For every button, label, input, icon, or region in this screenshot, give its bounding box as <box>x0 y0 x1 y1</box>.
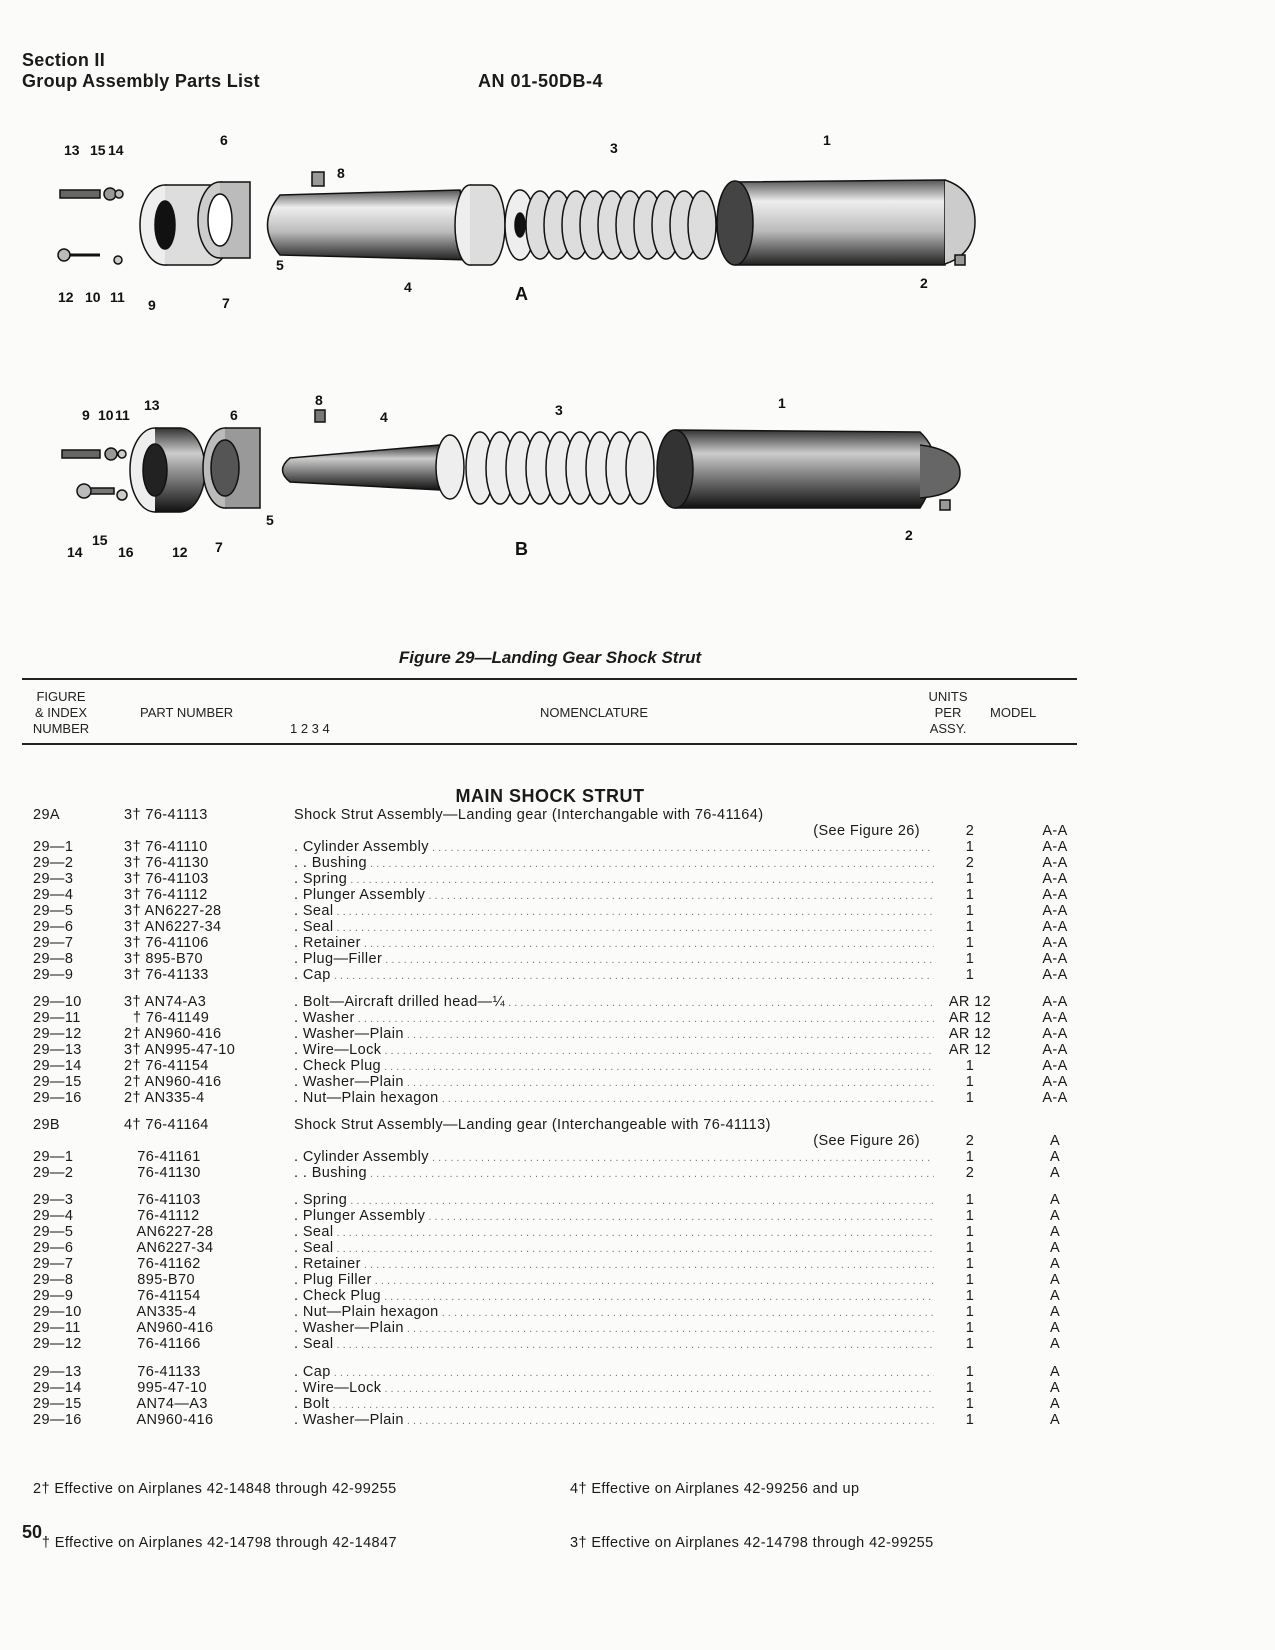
part-number: AN6227-28 <box>124 1224 214 1240</box>
figure-index: 29—1 <box>33 1149 74 1165</box>
figure-index: 29—11 <box>33 1010 81 1026</box>
units-per-assembly: 2 <box>965 823 975 839</box>
nomenclature <box>294 1165 934 1183</box>
units-per-assembly: 1 <box>965 1288 975 1304</box>
units-per-assembly: 1 <box>965 1208 975 1224</box>
figure-index: 29—7 <box>33 1256 74 1272</box>
nomenclature-text: . Washer—Plain . . . <box>294 1074 934 1090</box>
figure-index: 29—11 <box>33 1320 81 1336</box>
part-number: 2† AN335-4 <box>124 1090 205 1106</box>
svg-text:4: 4 <box>404 279 412 295</box>
nomenclature-text: . Cylinder Assembly . . . <box>294 839 934 855</box>
figure-index: 29—15 <box>33 1074 82 1090</box>
units-per-assembly: 1 <box>965 1256 975 1272</box>
part-number: 76-41161 <box>124 1149 201 1165</box>
table-row <box>0 1074 1100 1091</box>
model: A-A <box>1042 967 1068 983</box>
figure-index: 29—14 <box>33 1380 82 1396</box>
table-row <box>0 1336 1100 1353</box>
nomenclature-text: . Seal . . . <box>294 919 934 935</box>
figure-caption: Figure 29—Landing Gear Shock Strut <box>398 648 702 667</box>
part-number: AN74—A3 <box>124 1396 208 1412</box>
svg-text:A: A <box>515 284 528 304</box>
nomenclature-text: . Seal . . . <box>294 1224 934 1240</box>
model: A-A <box>1042 887 1068 903</box>
part-number: 3† AN995-47-10 <box>124 1042 236 1058</box>
svg-text:5: 5 <box>276 257 284 273</box>
nomenclature-text: . Seal . . . <box>294 903 934 919</box>
figure-index: 29—13 <box>33 1042 82 1058</box>
footnotes-left <box>33 1444 397 1570</box>
footnote: 2† Effective on Airplanes 42-14848 through 42-99255 <box>33 1481 397 1497</box>
table-row <box>0 1320 1100 1337</box>
units-per-assembly: 1 <box>965 1336 975 1352</box>
table-row <box>0 1272 1100 1289</box>
nomenclature <box>294 1412 934 1430</box>
view-b <box>62 410 960 512</box>
nomenclature <box>294 967 934 985</box>
svg-text:9: 9 <box>148 297 156 313</box>
figure-index: 29—10 <box>33 994 82 1010</box>
nomenclature <box>294 1336 934 1354</box>
units-per-assembly: 1 <box>965 839 975 855</box>
table-row <box>0 807 1100 839</box>
nomenclature-text: . Washer . . . <box>294 1010 934 1026</box>
units-per-assembly: 1 <box>965 1224 975 1240</box>
part-number: 3† 895-B70 <box>124 951 203 967</box>
figure-index: 29—9 <box>33 967 74 983</box>
units-per-assembly: 1 <box>965 951 975 967</box>
col-part-number: PART NUMBER <box>140 705 234 720</box>
figure-index: 29—8 <box>33 1272 74 1288</box>
svg-text:16: 16 <box>118 544 134 560</box>
units-per-assembly: 1 <box>965 1304 975 1320</box>
svg-text:2: 2 <box>905 527 913 543</box>
model: A <box>1049 1304 1061 1320</box>
model: A-A <box>1042 1042 1068 1058</box>
nomenclature-text: . Wire—Lock . . . <box>294 1380 934 1396</box>
model: A-A <box>1042 871 1068 887</box>
model: A <box>1049 1240 1061 1256</box>
figure-index: 29—4 <box>33 887 74 903</box>
exploded-view-figure <box>40 120 1040 610</box>
table-row <box>0 1090 1100 1107</box>
table-row <box>0 839 1100 856</box>
svg-text:3: 3 <box>610 140 618 156</box>
figure-index: 29—5 <box>33 903 74 919</box>
units-per-assembly: AR 12 <box>948 1026 992 1042</box>
model: A <box>1049 1320 1061 1336</box>
nomenclature-text: . Seal . . . <box>294 1336 934 1352</box>
figure-index: 29—8 <box>33 951 74 967</box>
figure-index: 29—10 <box>33 1304 82 1320</box>
table-row <box>0 1240 1100 1257</box>
see-figure-reference: (See Figure 26) <box>813 823 920 839</box>
part-number: 2† AN960-416 <box>124 1074 222 1090</box>
nomenclature-text: . Plug—Filler . . . <box>294 951 934 967</box>
part-number: 3† 76-41106 <box>124 935 209 951</box>
part-number: AN960-416 <box>124 1320 214 1336</box>
nomenclature-text: . . Bushing . . . <box>294 855 934 871</box>
table-row <box>0 919 1100 936</box>
nomenclature-text: . Cap . . . <box>294 1364 934 1380</box>
part-number: 2† 76-41154 <box>124 1058 209 1074</box>
model: A <box>1049 1256 1061 1272</box>
units-per-assembly: 1 <box>965 1364 975 1380</box>
figure-index: 29—14 <box>33 1058 82 1074</box>
model: A-A <box>1042 1010 1068 1026</box>
model: A-A <box>1042 1026 1068 1042</box>
model: A-A <box>1042 919 1068 935</box>
figure-index: 29A <box>33 807 60 823</box>
svg-text:4: 4 <box>380 409 388 425</box>
svg-text:14: 14 <box>108 142 124 158</box>
nomenclature-text: . Spring . . . <box>294 1192 934 1208</box>
table-row <box>0 1364 1100 1381</box>
model: A <box>1049 1165 1061 1181</box>
units-per-assembly: 1 <box>965 1320 975 1336</box>
table-row <box>0 871 1100 888</box>
svg-text:7: 7 <box>215 539 223 555</box>
svg-text:2: 2 <box>920 275 928 291</box>
part-number: 3† 76-41103 <box>124 871 209 887</box>
part-number: 3† 76-41133 <box>124 967 209 983</box>
part-number: 4† 76-41164 <box>124 1117 209 1133</box>
units-per-assembly: 1 <box>965 1149 975 1165</box>
nomenclature-text: . Plug Filler . . . <box>294 1272 934 1288</box>
svg-text:7: 7 <box>222 295 230 311</box>
part-number: 3† AN6227-34 <box>124 919 222 935</box>
figure-index: 29—6 <box>33 919 74 935</box>
part-number: 895-B70 <box>124 1272 195 1288</box>
part-number: 76-41133 <box>124 1364 201 1380</box>
model: A <box>1049 1192 1061 1208</box>
table-row <box>0 967 1100 984</box>
nomenclature-text: . Seal . . . <box>294 1240 934 1256</box>
part-number: 3† 76-41130 <box>124 855 209 871</box>
units-per-assembly: 1 <box>965 1058 975 1074</box>
svg-text:11: 11 <box>110 289 125 305</box>
units-per-assembly: 1 <box>965 935 975 951</box>
table-row <box>0 1165 1100 1182</box>
table-row <box>0 1256 1100 1273</box>
table-row <box>0 887 1100 904</box>
figure-index: 29—7 <box>33 935 74 951</box>
col-nomenclature: NOMENCLATURE <box>540 705 649 720</box>
nomenclature-text: . Retainer . . . <box>294 935 934 951</box>
model: A-A <box>1042 994 1068 1010</box>
model: A <box>1049 1224 1061 1240</box>
part-number: 995-47-10 <box>124 1380 207 1396</box>
units-per-assembly: 1 <box>965 967 975 983</box>
section-label: Section II <box>22 50 106 70</box>
units-per-assembly: 1 <box>965 1396 975 1412</box>
svg-text:6: 6 <box>230 407 238 423</box>
nomenclature-text: Shock Strut Assembly—Landing gear (Interchangeable with 76-41113) <box>294 1117 771 1133</box>
see-figure-reference: (See Figure 26) <box>813 1133 920 1149</box>
section-header <box>22 50 260 92</box>
model: A <box>1049 1380 1061 1396</box>
svg-text:13: 13 <box>144 397 160 413</box>
col-figure-index: FIGURE & INDEX NUMBER <box>32 689 90 736</box>
document-number: AN 01-50DB-4 <box>478 71 604 91</box>
svg-text:3: 3 <box>555 402 563 418</box>
table-row <box>0 903 1100 920</box>
units-per-assembly: 1 <box>965 1074 975 1090</box>
svg-text:14: 14 <box>67 544 83 560</box>
figure-index: 29—12 <box>33 1336 82 1352</box>
nomenclature <box>294 1090 934 1108</box>
figure-index: 29—15 <box>33 1396 82 1412</box>
model: A-A <box>1042 1058 1068 1074</box>
model: A <box>1049 1272 1061 1288</box>
model: A-A <box>1042 855 1068 871</box>
svg-text:10: 10 <box>98 407 114 423</box>
svg-text:11: 11 <box>115 407 130 423</box>
svg-text:1: 1 <box>778 395 786 411</box>
units-per-assembly: AR 12 <box>948 1042 992 1058</box>
footnote: 4† Effective on Airplanes 42-99256 and up <box>570 1481 860 1497</box>
figure-index: 29—4 <box>33 1208 74 1224</box>
units-per-assembly: 1 <box>965 1090 975 1106</box>
svg-text:13: 13 <box>64 142 80 158</box>
table-row <box>0 1288 1100 1305</box>
model: A-A <box>1042 1090 1068 1106</box>
table-row <box>0 935 1100 952</box>
part-number: 3† 76-41112 <box>124 887 208 903</box>
nomenclature-text: . Wire—Lock . . . <box>294 1042 934 1058</box>
table-top-rule <box>22 678 1077 680</box>
svg-text:B: B <box>515 539 528 559</box>
model: A-A <box>1042 839 1068 855</box>
units-per-assembly: 1 <box>965 919 975 935</box>
units-per-assembly: 1 <box>965 871 975 887</box>
part-number: AN335-4 <box>124 1304 197 1320</box>
nomenclature-text: . Nut—Plain hexagon . . . <box>294 1304 934 1320</box>
part-number: AN960-416 <box>124 1412 214 1428</box>
model: A <box>1049 1336 1061 1352</box>
nomenclature-text: . Nut—Plain hexagon . . . <box>294 1090 934 1106</box>
footnotes-right <box>570 1444 934 1570</box>
model: A-A <box>1042 903 1068 919</box>
units-per-assembly: 1 <box>965 903 975 919</box>
nomenclature-text: . Bolt—Aircraft drilled head—¼ . . . <box>294 994 934 1010</box>
col-indent-levels: 1 2 3 4 <box>290 721 330 736</box>
col-model: MODEL <box>990 705 1037 720</box>
nomenclature-text: . . Bushing . . . <box>294 1165 934 1181</box>
table-row <box>0 1304 1100 1321</box>
part-number: 3† AN6227-28 <box>124 903 222 919</box>
part-number: 2† AN960-416 <box>124 1026 222 1042</box>
part-number: 76-41103 <box>124 1192 201 1208</box>
table-row <box>0 1010 1100 1027</box>
part-number: 3† AN74-A3 <box>124 994 207 1010</box>
units-per-assembly: 1 <box>965 887 975 903</box>
nomenclature-text: . Plunger Assembly . . . <box>294 887 934 903</box>
model: A <box>1049 1288 1061 1304</box>
part-number: 76-41130 <box>124 1165 201 1181</box>
figure-index: 29—1 <box>33 839 74 855</box>
model: A <box>1049 1149 1061 1165</box>
part-number: 76-41154 <box>124 1288 201 1304</box>
nomenclature-text: . Bolt . . . <box>294 1396 934 1412</box>
footnote: † Effective on Airplanes 42-14798 through 42-14847 <box>33 1535 397 1551</box>
svg-text:15: 15 <box>92 532 108 548</box>
part-number: 76-41162 <box>124 1256 201 1272</box>
table-row <box>0 1117 1100 1149</box>
figure-index: 29—12 <box>33 1026 82 1042</box>
part-number: 76-41166 <box>124 1336 201 1352</box>
units-per-assembly: AR 12 <box>948 994 992 1010</box>
figure-index: 29—13 <box>33 1364 82 1380</box>
model: A <box>1049 1208 1061 1224</box>
nomenclature-text: . Washer—Plain . . . <box>294 1412 934 1428</box>
units-per-assembly: 2 <box>965 855 975 871</box>
figure-index: 29—5 <box>33 1224 74 1240</box>
table-row <box>0 1026 1100 1043</box>
figure-index: 29—2 <box>33 1165 74 1181</box>
nomenclature-text: . Spring . . . <box>294 871 934 887</box>
figure-index: 29—3 <box>33 1192 74 1208</box>
table-row <box>0 1208 1100 1225</box>
model: A <box>1049 1133 1061 1149</box>
figure-index: 29—3 <box>33 871 74 887</box>
part-number: † 76-41149 <box>124 1010 210 1026</box>
figure-index: 29—6 <box>33 1240 74 1256</box>
table-row <box>0 1042 1100 1059</box>
table-row <box>0 1380 1100 1397</box>
units-per-assembly: 2 <box>965 1165 975 1181</box>
svg-text:9: 9 <box>82 407 90 423</box>
part-number: 76-41112 <box>124 1208 200 1224</box>
table-row <box>0 1412 1100 1429</box>
units-per-assembly: 2 <box>965 1133 975 1149</box>
page-number: 50 <box>22 1522 43 1542</box>
figure-index: 29B <box>33 1117 60 1133</box>
svg-text:10: 10 <box>85 289 101 305</box>
svg-text:6: 6 <box>220 132 228 148</box>
model: A-A <box>1042 951 1068 967</box>
model: A <box>1049 1364 1061 1380</box>
model: A-A <box>1042 823 1068 839</box>
figure-index: 29—16 <box>33 1090 82 1106</box>
units-per-assembly: 1 <box>965 1380 975 1396</box>
table-row <box>0 1396 1100 1413</box>
svg-text:8: 8 <box>337 165 345 181</box>
figure-index: 29—2 <box>33 855 74 871</box>
svg-text:1: 1 <box>823 132 831 148</box>
part-number: 3† 76-41110 <box>124 839 208 855</box>
units-per-assembly: 1 <box>965 1240 975 1256</box>
col-units-per-assy: UNITS PER ASSY. <box>928 689 968 736</box>
units-per-assembly: AR 12 <box>948 1010 992 1026</box>
table-row <box>0 951 1100 968</box>
model: A-A <box>1042 1074 1068 1090</box>
section-title: MAIN SHOCK STRUT <box>455 786 645 806</box>
nomenclature-text: . Washer—Plain . . . <box>294 1026 934 1042</box>
table-row <box>0 1224 1100 1241</box>
model: A <box>1049 1396 1061 1412</box>
table-header-rule <box>22 743 1077 745</box>
nomenclature-text: . Plunger Assembly . . . <box>294 1208 934 1224</box>
table-row <box>0 994 1100 1011</box>
footnote: 3† Effective on Airplanes 42-14798 through 42-99255 <box>570 1535 934 1551</box>
table-row <box>0 1058 1100 1075</box>
svg-text:12: 12 <box>172 544 188 560</box>
page-title: Group Assembly Parts List <box>22 71 260 91</box>
part-number: 3† 76-41113 <box>124 807 208 823</box>
svg-text:8: 8 <box>315 392 323 408</box>
figure-index: 29—9 <box>33 1288 74 1304</box>
units-per-assembly: 1 <box>965 1192 975 1208</box>
nomenclature-text: . Check Plug . . . <box>294 1288 934 1304</box>
table-row <box>0 1192 1100 1209</box>
figure-index: 29—16 <box>33 1412 82 1428</box>
nomenclature-text: . Washer—Plain . . . <box>294 1320 934 1336</box>
units-per-assembly: 1 <box>965 1412 975 1428</box>
nomenclature-text: . Cylinder Assembly . . . <box>294 1149 934 1165</box>
shock-strut-illustration <box>40 120 1040 610</box>
nomenclature-text: . Retainer . . . <box>294 1256 934 1272</box>
model: A <box>1049 1412 1061 1428</box>
table-row <box>0 1149 1100 1166</box>
view-a <box>58 172 975 265</box>
svg-text:5: 5 <box>266 512 274 528</box>
nomenclature-text: . Cap . . . <box>294 967 934 983</box>
nomenclature-text: . Check Plug . . . <box>294 1058 934 1074</box>
svg-text:15: 15 <box>90 142 106 158</box>
table-row <box>0 855 1100 872</box>
model: A-A <box>1042 935 1068 951</box>
part-number: AN6227-34 <box>124 1240 214 1256</box>
svg-text:12: 12 <box>58 289 74 305</box>
units-per-assembly: 1 <box>965 1272 975 1288</box>
nomenclature-text: Shock Strut Assembly—Landing gear (Interchangable with 76-41164) <box>294 807 764 823</box>
